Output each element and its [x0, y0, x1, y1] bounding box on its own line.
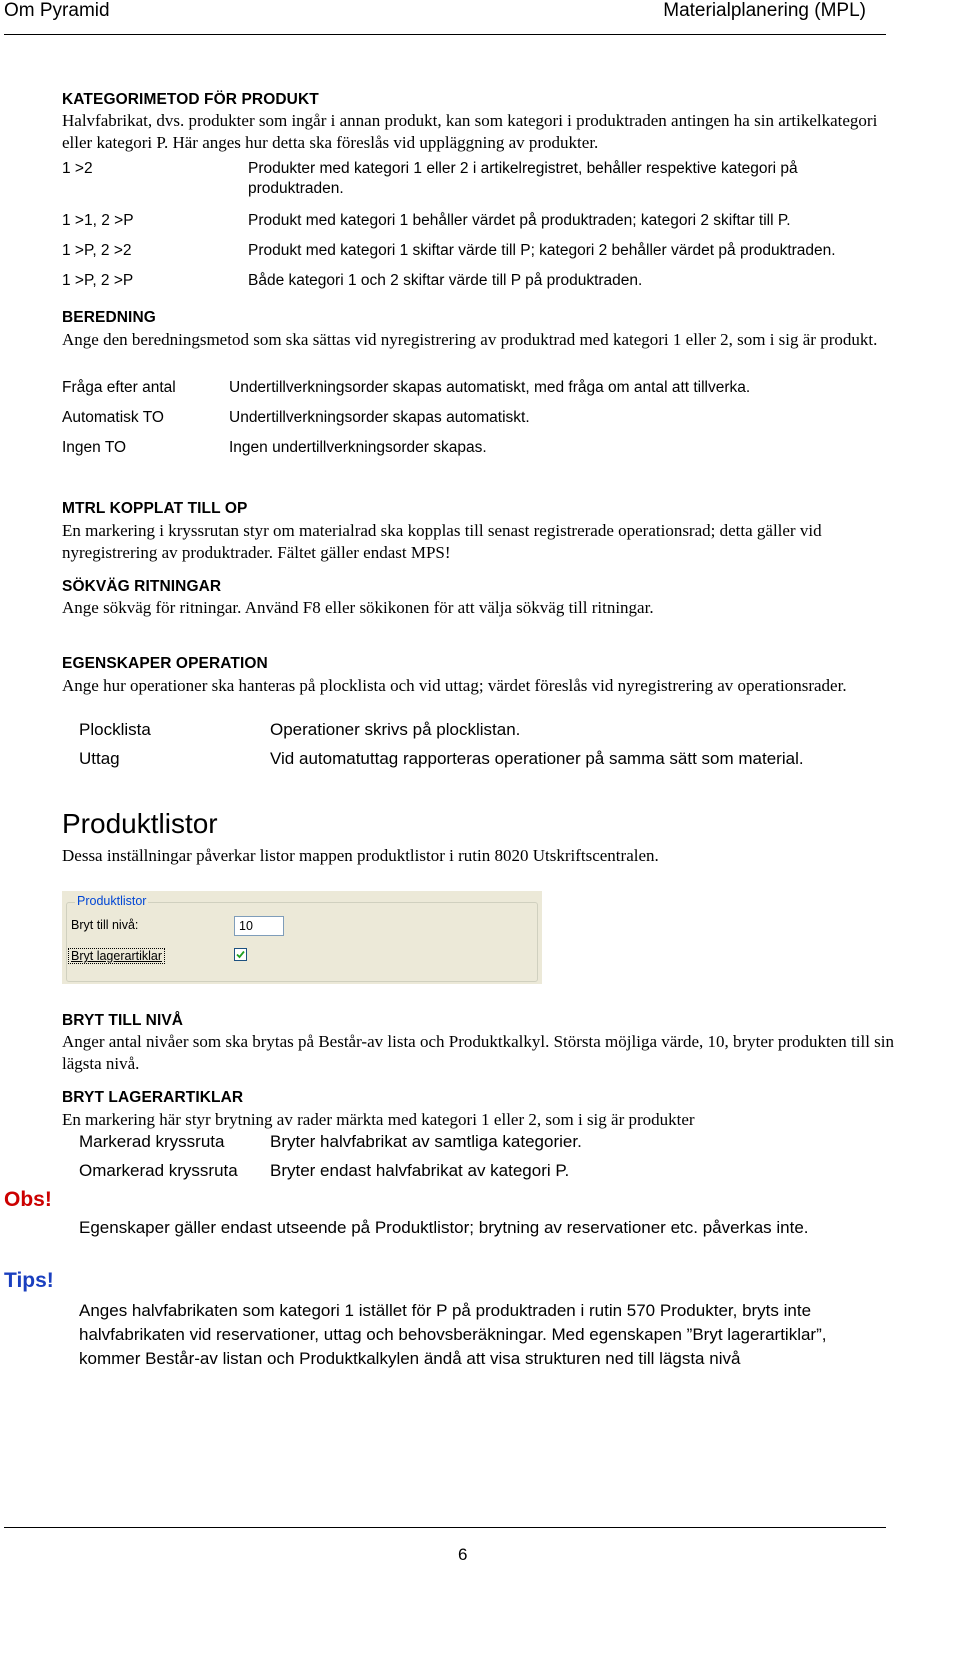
egenskaper-key: Plocklista: [79, 720, 151, 739]
produktlistor-panel: [62, 891, 542, 984]
tips-line-2: halvfabrikaten vid reservationer, uttag och behovsberäkningar. Med egenskapen ”Bryt lagerartiklar”,: [79, 1325, 827, 1344]
egenskaper-desc: Vid automatuttag rapporteras operationer på samma sätt som material.: [270, 749, 804, 768]
beredning-heading: BEREDNING: [62, 309, 156, 326]
bryt-lager-checkbox[interactable]: [234, 948, 247, 961]
kategorimetod-heading: KATEGORIMETOD FÖR PRODUKT: [62, 91, 319, 108]
beredning-desc: Undertillverkningsorder skapas automatiskt.: [229, 409, 530, 426]
checkmark-icon: [236, 950, 245, 959]
header-left-title: Om Pyramid: [4, 0, 110, 21]
obs-label: Obs!: [4, 1188, 52, 1211]
panel-groupbox: [66, 902, 538, 982]
mtrl-body: En markering i kryssrutan styr om materialrad ska kopplas till senast registrerade operationsrad; detta gäller vid nyregistrering av produktrader. Fältet gäller endast MPS!: [62, 521, 822, 562]
beredning-desc: Ingen undertillverkningsorder skapas.: [229, 439, 487, 456]
bryt-niva-body: Anger antal nivåer som ska brytas på Består-av lista och Produktkalkyl. Största möjliga värde, 10, bryter produkten till sin lägsta nivå.: [62, 1032, 895, 1073]
tips-line-3: kommer Består-av listan och Produktkalkylen ändå att visa strukturen ned till lägsta nivå: [79, 1349, 741, 1368]
sokvag-body: Ange sökväg för ritningar. Använd F8 eller sökikonen för att välja sökväg till ritningar.: [62, 598, 654, 617]
beredning-body: Ange den beredningsmetod som ska sättas vid nyregistrering av produktrad med kategori 1 eller 2, som i sig är produkt.: [62, 330, 878, 349]
beredning-key: Fråga efter antal: [62, 379, 176, 396]
beredning-key: Ingen TO: [62, 439, 127, 456]
kategorimetod-desc: Både kategori 1 och 2 skiftar värde till P på produktraden.: [248, 272, 643, 289]
panel-legend: Produktlistor: [77, 894, 147, 908]
bryt-niva-label: Bryt till nivå:: [71, 918, 139, 932]
bryt-lager-key: Markerad kryssruta: [79, 1132, 225, 1151]
kategorimetod-key: 1 >2: [62, 160, 93, 177]
bryt-niva-heading: BRYT TILL NIVÅ: [62, 1012, 184, 1029]
bryt-lager-desc: Bryter halvfabrikat av samtliga kategorier.: [270, 1132, 582, 1151]
beredning-key: Automatisk TO: [62, 409, 164, 426]
kategorimetod-key: 1 >P, 2 >P: [62, 272, 134, 289]
bryt-niva-input[interactable]: 10: [234, 916, 284, 936]
kategorimetod-key: 1 >P, 2 >2: [62, 242, 132, 259]
kategorimetod-body: Halvfabrikat, dvs. produkter som ingår i annan produkt, kan som kategori i produktraden antingen ha sin artikelkategori eller kategori P. Här anges hur detta ska föreslås vid uppläggning av produkter.: [62, 111, 878, 152]
tips-label: Tips!: [4, 1269, 54, 1292]
bryt-lager-key: Omarkerad kryssruta: [79, 1161, 238, 1180]
bryt-lager-body: En markering här styr brytning av rader märkta med kategori 1 eller 2, som i sig är produkter: [62, 1110, 695, 1129]
header-rule: [4, 34, 886, 35]
tips-line-1: Anges halvfabrikaten som kategori 1 istället för P på produktraden i rutin 570 Produkter, bryts inte: [79, 1301, 812, 1320]
page-number: 6: [458, 1545, 468, 1564]
obs-text: Egenskaper gäller endast utseende på Produktlistor; brytning av reservationer etc. påverkas inte.: [79, 1218, 809, 1237]
kategorimetod-key: 1 >1, 2 >P: [62, 212, 134, 229]
bryt-lager-label[interactable]: Bryt lagerartiklar: [68, 948, 165, 964]
kategorimetod-desc: Produkt med kategori 1 skiftar värde till P; kategori 2 behåller värdet på produktraden.: [248, 242, 836, 259]
kategorimetod-desc: Produkter med kategori 1 eller 2 i artikelregistret, behåller respektive kategori på produktraden.: [248, 160, 798, 197]
produktlistor-title: Produktlistor: [62, 808, 218, 839]
produktlistor-body: Dessa inställningar påverkar listor mappen produktlistor i rutin 8020 Utskriftscentralen.: [62, 846, 659, 865]
kategorimetod-desc: Produkt med kategori 1 behåller värdet på produktraden; kategori 2 skiftar till P.: [248, 212, 791, 229]
egenskaper-body: Ange hur operationer ska hanteras på plocklista och vid uttag; värdet föreslås vid nyregistrering av operationsrader.: [62, 676, 847, 695]
bryt-lager-heading: BRYT LAGERARTIKLAR: [62, 1089, 244, 1106]
bryt-lager-desc: Bryter endast halvfabrikat av kategori P.: [270, 1161, 570, 1180]
egenskaper-heading: EGENSKAPER OPERATION: [62, 655, 268, 672]
header-right-title: Materialplanering (MPL): [663, 0, 866, 21]
egenskaper-desc: Operationer skrivs på plocklistan.: [270, 720, 521, 739]
mtrl-heading: MTRL KOPPLAT TILL OP: [62, 500, 248, 517]
beredning-desc: Undertillverkningsorder skapas automatiskt, med fråga om antal att tillverka.: [229, 379, 751, 396]
egenskaper-key: Uttag: [79, 749, 120, 768]
footer-rule: [4, 1527, 886, 1528]
sokvag-heading: SÖKVÄG RITNINGAR: [62, 578, 222, 595]
